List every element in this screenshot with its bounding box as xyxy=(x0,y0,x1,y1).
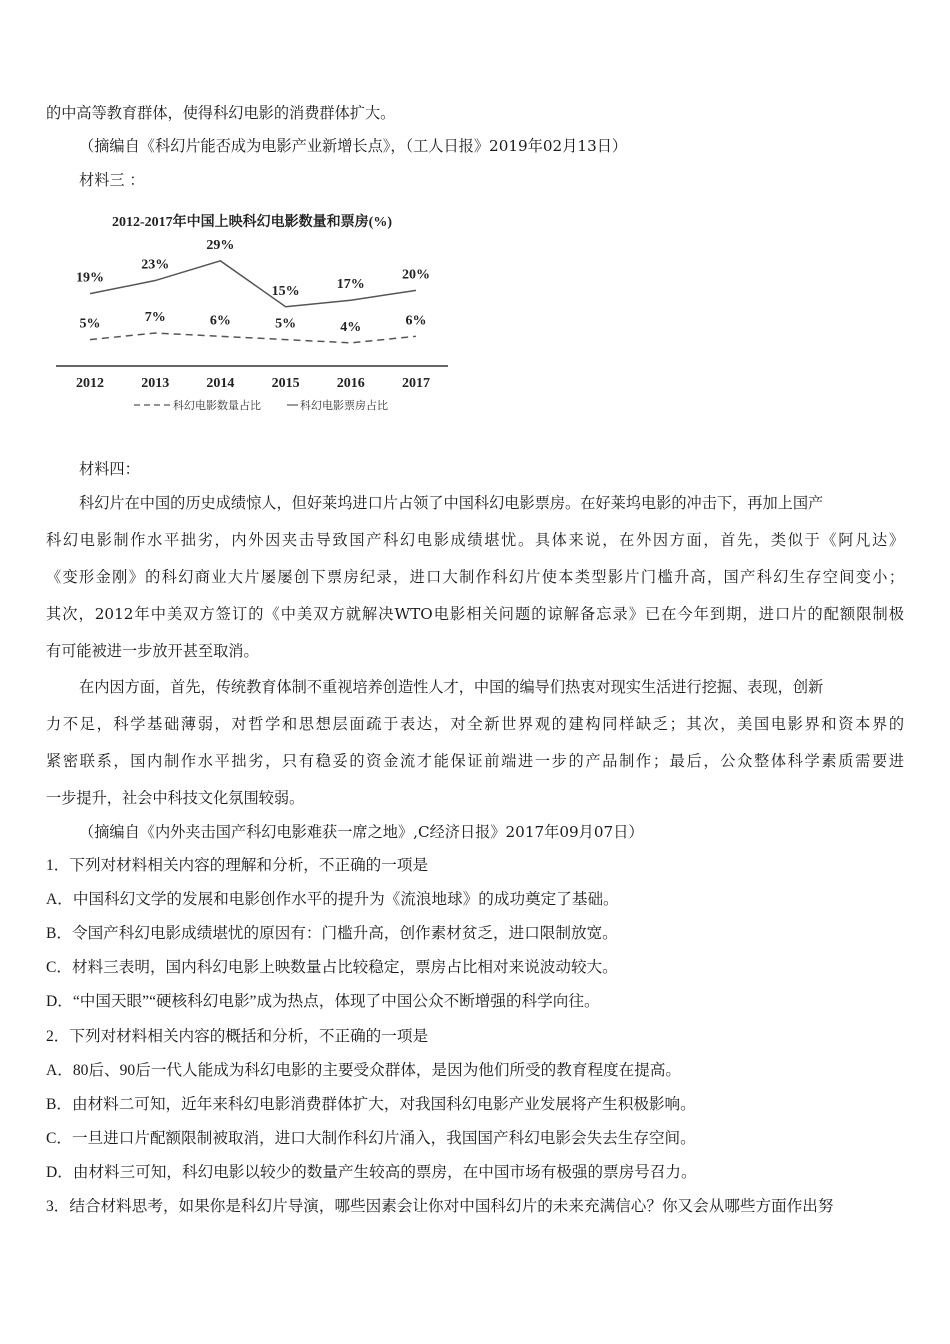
paragraph-1-line: 有可能被进一步放开甚至取消。 xyxy=(46,642,259,660)
chart-title: 2012-2017年中国上映科幻电影数量和票房(%) xyxy=(112,215,392,230)
option-line: B．由材料二可知，近年来科幻电影消费群体扩大，对我国科幻电影产业发展将产生积极影响。 xyxy=(46,1096,696,1113)
legend-label-boxoffice: 科幻电影票房占比 xyxy=(300,399,388,412)
data-label: 20% xyxy=(402,267,430,283)
data-label: 5% xyxy=(275,316,297,332)
data-label: 19% xyxy=(76,270,104,286)
option-line: B．令国产科幻电影成绩堪忧的原因有：门槛升高，创作素材贫乏，进口限制放宽。 xyxy=(46,925,618,942)
question-1: 1．下列对材料相关内容的理解和分析，不正确的一项是 xyxy=(46,857,429,874)
legend-label-count: 科幻电影数量占比 xyxy=(173,399,261,412)
data-label: 5% xyxy=(79,316,101,332)
option-line: C．材料三表明，国内科幻电影上映数量占比较稳定，票房占比相对来说波动较大。 xyxy=(46,959,618,976)
chart-svg xyxy=(52,206,452,421)
paragraph-2-line: 一步提升，社会中科技文化氛围较弱。 xyxy=(46,789,305,807)
source-citation: （摘编自《科幻片能否成为电影产业新增长点》，（工人日报》2019年02月13日） xyxy=(79,137,628,155)
x-tick-label: 2014 xyxy=(206,376,235,391)
series-line-count xyxy=(90,333,416,343)
text-line: 的中高等教育群体，使得科幻电影的消费群体扩大。 xyxy=(46,104,396,122)
option-line: C．一旦进口片配额限制被取消，进口大制作科幻片涌入，我国国产科幻电影会失去生存空间。 xyxy=(46,1130,696,1147)
source-citation-2: （摘编自《内外夹击国产科幻电影难获一席之地》,C经济日报》2017年09月07日） xyxy=(79,823,644,841)
question-2: 2．下列对材料相关内容的概括和分析，不正确的一项是 xyxy=(46,1028,429,1045)
line-chart xyxy=(52,206,452,421)
paragraph-2-line: 紧密联系，国内制作水平拙劣，只有稳妥的资金流才能保证前端进一步的产品制作；最后，公众整体科学素质需要进 xyxy=(46,752,904,770)
chart-legend xyxy=(134,398,388,412)
paragraph-2-line: 力不足，科学基础薄弱，对哲学和思想层面疏于表达，对全新世界观的建构同样缺乏；其次，美国电影界和资本界的 xyxy=(46,715,904,733)
material-3-label: 材料三 ： xyxy=(79,171,145,189)
option-line: A．80后、90后一代人能成为科幻电影的主要受众群体，是因为他们所受的教育程度在提高。 xyxy=(46,1062,682,1079)
paragraph-1-line: 其次，2012年中美双方签订的《中美双方就解决WTO电影相关问题的谅解备忘录》已在今年到期，进口片的配额限制极 xyxy=(46,605,904,623)
material-4-label: 材料四： xyxy=(79,460,140,478)
paragraph-1-line: 科幻片在中国的历史成绩惊人，但好莱坞进口片占领了中国科幻电影票房。在好莱坞电影的冲击下，再加上国产 xyxy=(79,494,824,512)
data-label: 15% xyxy=(271,283,300,299)
paragraph-1-line: 科幻电影制作水平拙劣，内外因夹击导致国产科幻电影成绩堪忧。具体来说，在外因方面，首先，类似于《阿凡达》 xyxy=(46,531,904,549)
question-3: 3．结合材料思考，如果你是科幻片导演，哪些因素会让你对中国科幻片的未来充满信心？你又会从哪些方面作出努 xyxy=(46,1198,834,1215)
data-label: 23% xyxy=(141,257,170,273)
x-tick-label: 2016 xyxy=(336,376,365,391)
data-label: 4% xyxy=(340,319,362,335)
data-label: 6% xyxy=(209,313,231,329)
option-line: D．“中国天眼”“硬核科幻电影”成为热点，体现了中国公众不断增强的科学向往。 xyxy=(46,993,600,1010)
option-line: A．中国科幻文学的发展和电影创作水平的提升为《流浪地球》的成功奠定了基础。 xyxy=(46,891,619,908)
data-label: 6% xyxy=(405,313,427,329)
x-tick-label: 2017 xyxy=(402,376,430,391)
x-tick-label: 2015 xyxy=(271,376,300,391)
option-line: D．由材料三可知，科幻电影以较少的数量产生较高的票房，在中国市场有极强的票房号召力。 xyxy=(46,1164,697,1181)
paragraph-2-line: 在内因方面，首先，传统教育体制不重视培养创造性人才，中国的编导们热衷对现实生活进行挖掘、表现，创新 xyxy=(79,678,824,696)
data-label: 17% xyxy=(336,277,365,293)
paragraph-1-line: 《变形金刚》的科幻商业大片屡屡创下票房纪录，进口大制作科幻片使本类型影片门槛升高，国产科幻生存空间变小； xyxy=(46,568,904,586)
x-tick-label: 2013 xyxy=(141,376,170,391)
data-label: 7% xyxy=(144,310,166,326)
data-label: 29% xyxy=(206,237,235,253)
x-tick-label: 2012 xyxy=(76,376,104,391)
series-line-boxoffice xyxy=(90,261,416,307)
